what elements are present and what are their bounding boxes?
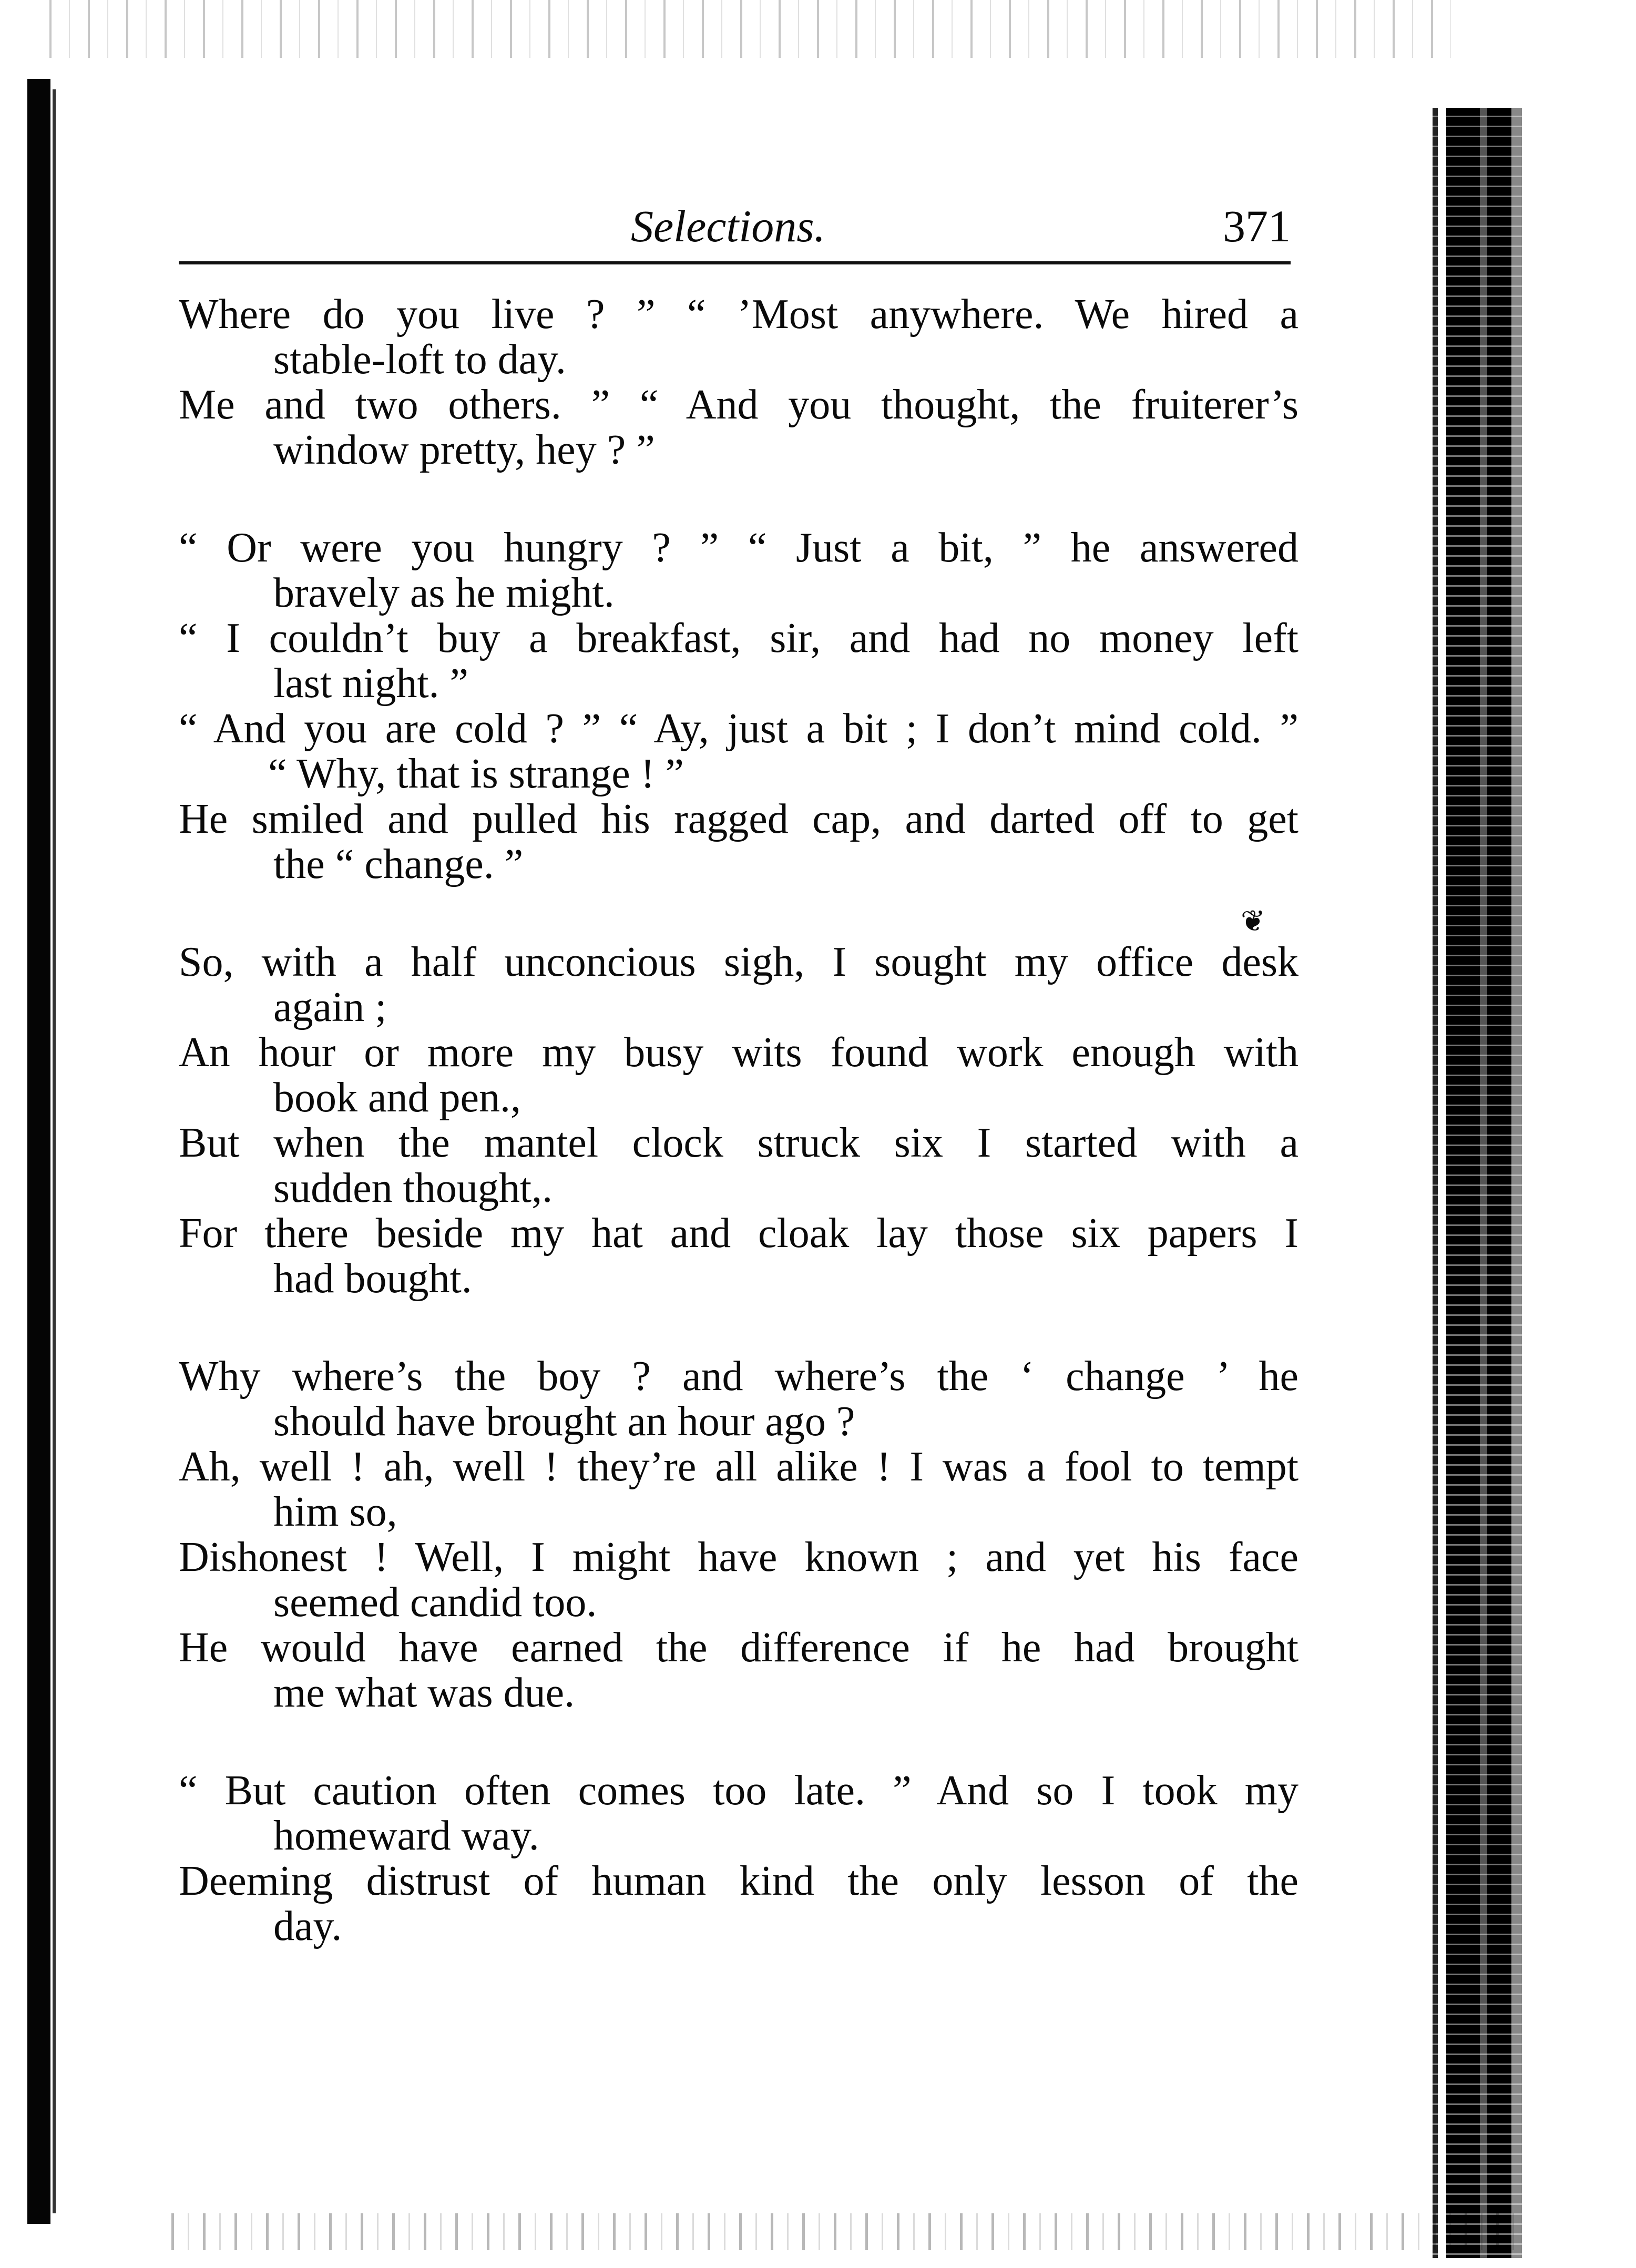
book-spine-shadow xyxy=(1433,108,1522,2258)
stanza-gap xyxy=(179,473,1298,525)
poem-line: window pretty, hey ? ” xyxy=(273,427,655,473)
poem-line: “ Why, that is strange ! ” xyxy=(268,751,684,797)
stanza-gap xyxy=(179,1715,1298,1768)
poem-line: Me and two others. ” “ And you thought, the fruiterer’s xyxy=(179,382,1298,428)
poem-line: again ; xyxy=(273,984,387,1030)
poem-line: Dishonest ! Well, I might have known ; and yet his face xyxy=(179,1534,1298,1580)
poem-line: should have brought an hour ago ? xyxy=(273,1398,855,1445)
poem-line: book and pen., xyxy=(273,1075,522,1121)
bottom-page-edge xyxy=(158,2213,1525,2250)
left-page-edge xyxy=(27,79,50,2224)
stanza-2 xyxy=(179,525,1298,887)
stanza-gap xyxy=(179,1301,1298,1354)
poem-line: Ah, well ! ah, well ! they’re all alike ! I was a fool to tempt xyxy=(179,1444,1298,1490)
left-page-edge-inner xyxy=(53,89,56,2213)
poem-line: me what was due. xyxy=(273,1670,575,1716)
page-number: 371 xyxy=(1223,201,1291,251)
poem-line: But when the mantel clock struck six I started with a xyxy=(179,1120,1298,1166)
top-page-edge xyxy=(32,0,1451,58)
poem-line: “ I couldn’t buy a breakfast, sir, and had no money left xyxy=(179,615,1298,661)
poem-line: He smiled and pulled his ragged cap, and darted off to get xyxy=(179,796,1298,842)
running-title: Selections. xyxy=(631,201,826,251)
fleuron-ornament-icon: ❦ xyxy=(1241,905,1265,938)
poem-line: seemed candid too. xyxy=(273,1579,597,1626)
poem-line: had bought. xyxy=(273,1255,472,1302)
stanza-3 xyxy=(179,939,1298,1301)
poem-line: the “ change. ” xyxy=(273,841,524,887)
poem-body xyxy=(179,292,1298,1949)
running-head xyxy=(179,189,1291,258)
poem-line: him so, xyxy=(273,1489,397,1535)
poem-line: He would have earned the difference if he had brought xyxy=(179,1625,1298,1671)
poem-line: An hour or more my busy wits found work enough with xyxy=(179,1029,1298,1076)
poem-line: last night. ” xyxy=(273,660,469,707)
poem-line: Where do you live ? ” “ ’Most anywhere. We hired a xyxy=(179,291,1298,338)
poem-line: bravely as he might. xyxy=(273,570,615,616)
header-rule xyxy=(179,261,1291,264)
poem-line: For there beside my hat and cloak lay those six papers I xyxy=(179,1210,1298,1256)
poem-line: “ But caution often comes too late. ” And so I took my xyxy=(179,1768,1298,1814)
poem-line: “ Or were you hungry ? ” “ Just a bit, ” he answered xyxy=(179,525,1298,571)
poem-line: day. xyxy=(273,1903,342,1949)
poem-line: sudden thought,. xyxy=(273,1165,553,1211)
poem-line: So, with a half unconcious sigh, I sought my office desk xyxy=(179,939,1298,985)
stanza-gap xyxy=(179,887,1298,939)
stanza-1 xyxy=(179,292,1298,473)
poem-line: stable-loft to day. xyxy=(273,336,566,383)
stanza-4 xyxy=(179,1354,1298,1715)
poem-line: Deeming distrust of human kind the only lesson of the xyxy=(179,1858,1298,1904)
stanza-5 xyxy=(179,1768,1298,1949)
poem-line: homeward way. xyxy=(273,1813,539,1859)
poem-line: Why where’s the boy ? and where’s the ‘ change ’ he xyxy=(179,1353,1298,1399)
poem-line: “ And you are cold ? ” “ Ay, just a bit ; I don’t mind cold. ” xyxy=(179,706,1298,752)
